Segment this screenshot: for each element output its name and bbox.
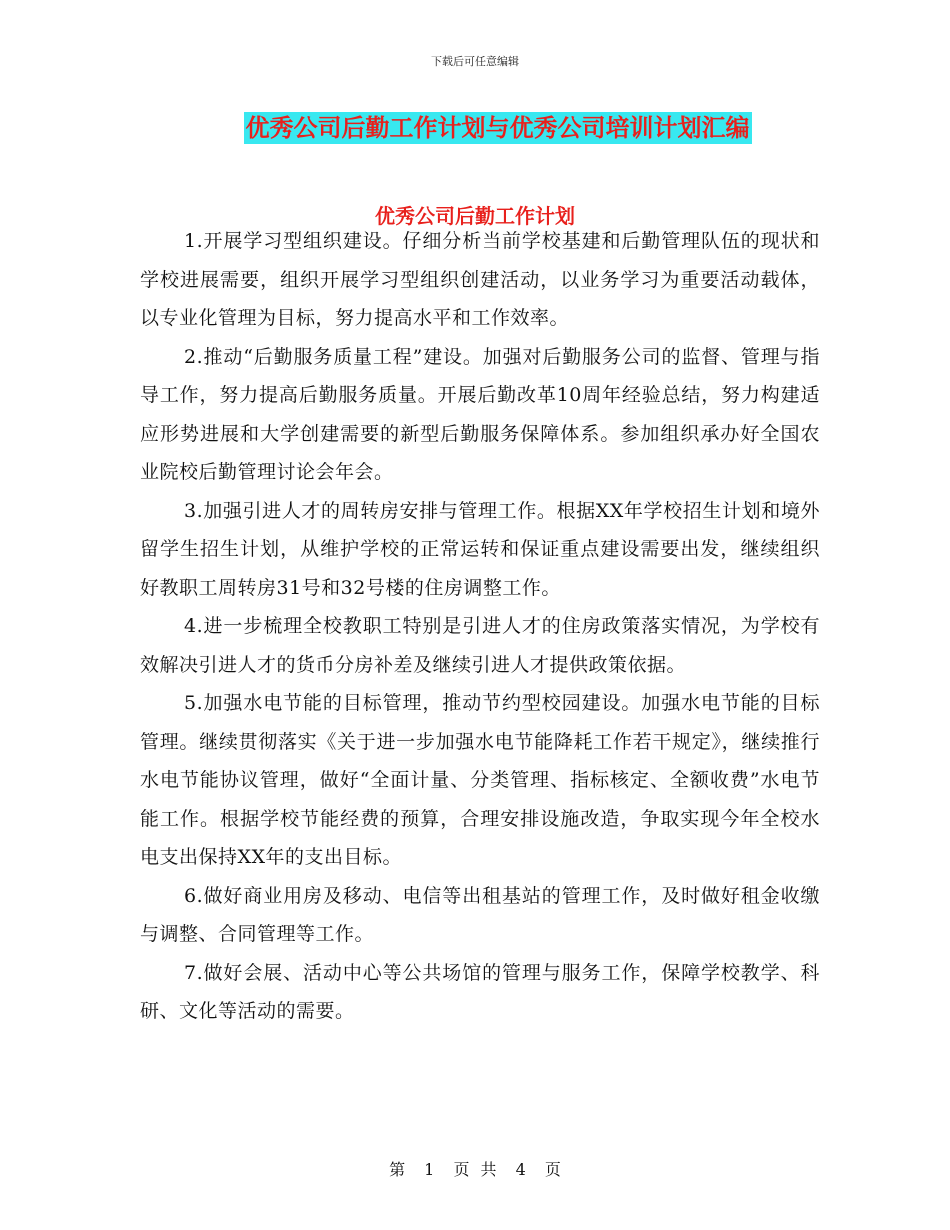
paragraph-6: 6.做好商业用房及移动、电信等出租基站的管理工作，及时做好租金收缴与调整、合同管理等工作。 [140,884,820,945]
footer-page-number: 1 [424,1160,435,1179]
main-title: 优秀公司后勤工作计划与优秀公司培训计划汇编 [245,114,750,142]
footer-suffix: 页 [544,1160,561,1179]
document-body [140,222,820,1031]
header-note: 下载后可任意编辑 [431,55,519,68]
page-footer [0,1157,950,1180]
footer-total-pages: 4 [515,1160,526,1179]
section-title: 优秀公司后勤工作计划 [375,204,575,228]
paragraph-3: 3.加强引进人才的周转房安排与管理工作。根据XX年学校招生计划和境外留学生招生计划，从维护学校的正常运转和保证重点建设需要出发，继续组织好教职工周转房31号和32号楼的住房调整工作。 [140,499,820,599]
footer-middle: 页 共 [453,1160,497,1179]
paragraph-2: 2.推动“后勤服务质量工程”建设。加强对后勤服务公司的监督、管理与指导工作，努力提高后勤服务质量。开展后勤改革10周年经验总结，努力构建适应形势进展和大学创建需要的新型后勤服务保障体系。参加组织承办好全国农业院校后勤管理讨论会年会。 [140,345,820,483]
footer-prefix: 第 [389,1160,406,1179]
paragraph-1: 1.开展学习型组织建设。仔细分析当前学校基建和后勤管理队伍的现状和学校进展需要，组织开展学习型组织创建活动，以业务学习为重要活动载体，以专业化管理为目标，努力提高水平和工作效率。 [140,230,820,329]
paragraph-5: 5.加强水电节能的目标管理，推动节约型校园建设。加强水电节能的目标管理。继续贯彻落实《关于进一步加强水电节能降耗工作若干规定》，继续推行水电节能协议管理，做好“全面计量、分类管理、指标核定、全额收费”水电节能工作。根据学校节能经费的预算，合理安排设施改造，争取实现今年全校水电支出保持XX年的支出目标。 [140,692,820,868]
paragraph-7: 7.做好会展、活动中心等公共场馆的管理与服务工作，保障学校教学、科研、文化等活动的需要。 [140,961,820,1022]
main-title-wrap [0,112,950,144]
paragraph-4: 4.进一步梳理全校教职工特别是引进人才的住房政策落实情况，为学校有效解决引进人才的货币分房补差及继续引进人才提供政策依据。 [140,615,820,676]
